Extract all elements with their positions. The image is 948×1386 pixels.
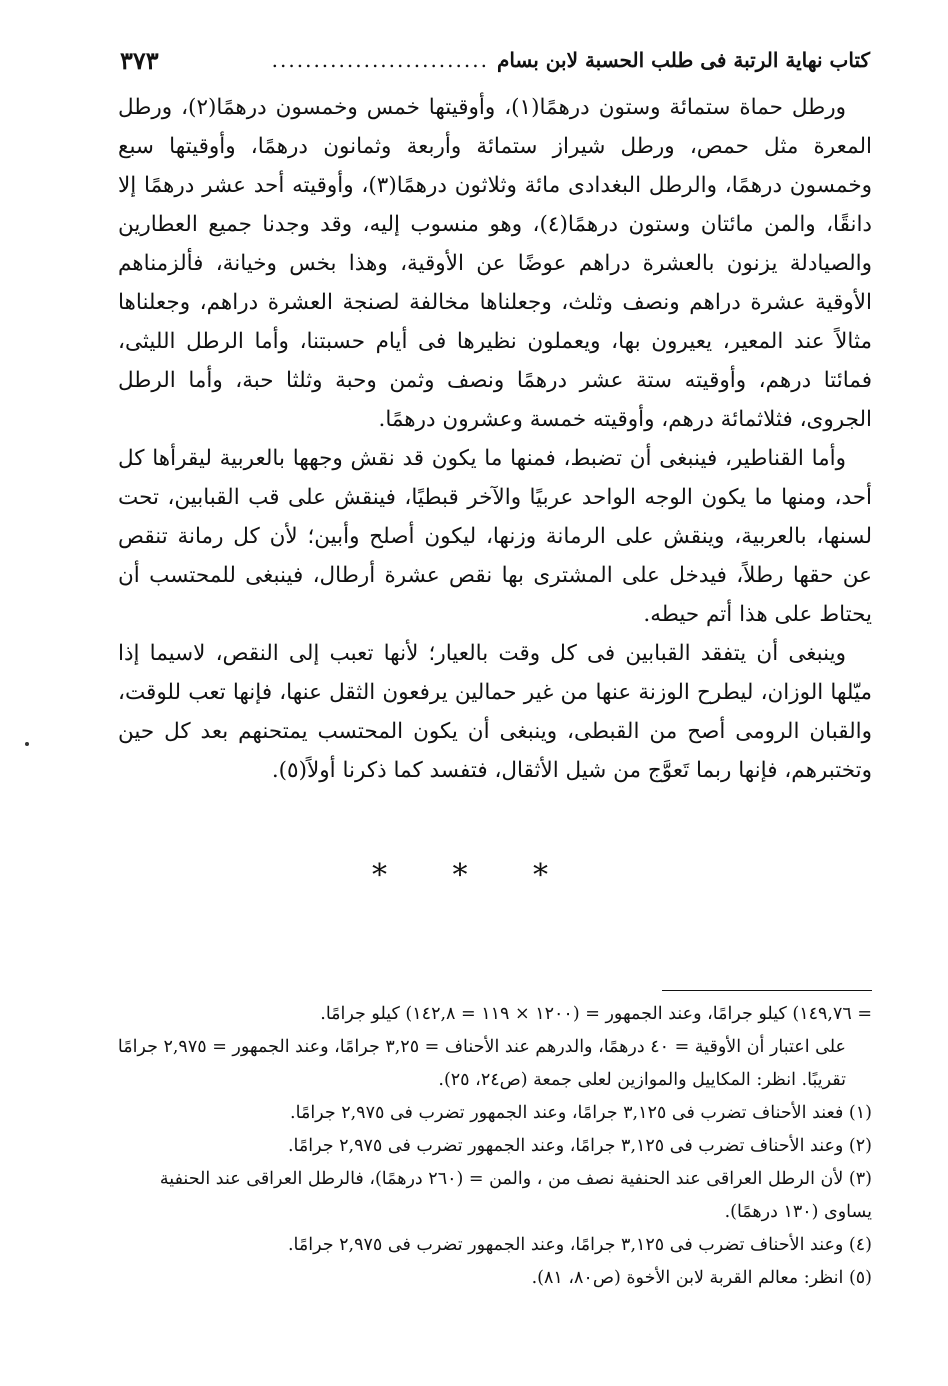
running-title: كتاب نهاية الرتبة فى طلب الحسبة لابن بسام xyxy=(496,48,870,72)
footnote-1: (١) فعند الأحناف تضرب فى ٣,١٢٥ جرامًا، وعند الجمهور تضرب فى ٢,٩٧٥ جرامًا. xyxy=(290,1103,872,1123)
footnote-continuation: = ١٤٩,٧٦) كيلو جرامًا، وعند الجمهور = (١٢٠٠ × ١١٩ = ١٤٢,٨) كيلو جرامًا. xyxy=(320,1004,872,1024)
footnote-4: (٤) وعند الأحناف تضرب فى ٣,١٢٥ جرامًا، وعند الجمهور تضرب فى ٢,٩٧٥ جرامًا. xyxy=(287,1235,872,1255)
footnote-continuation: على اعتبار أن الأوقية = ٤٠ درهمًا، والدرهم عند الأحناف = ٣,٢٥ جرامًا، وعند الجمهور = ٢,٩٧٥ جرامًا تقريبًا. انظر: المكاييل والموازين لعلى جمعة (ص٢٤، ٢٥). xyxy=(117,1037,846,1090)
page-number: ٣٧٣ xyxy=(120,45,159,75)
running-header xyxy=(120,40,870,80)
margin-dot xyxy=(25,742,29,746)
footnote-2: (٢) وعند الأحناف تضرب فى ٣,١٢٥ جرامًا، وعند الجمهور تضرب فى ٢,٩٧٥ جرامًا. xyxy=(287,1136,872,1156)
dot-leader: .......................... xyxy=(271,48,489,72)
footnotes xyxy=(112,998,872,1295)
main-text xyxy=(118,88,872,790)
paragraph: وأما القناطير، فينبغى أن تضبط، فمنها ما يكون قد نقش وجهها بالعربية ليقرأها كل أحد، ومنها ما يكون الوجه الواحد عربيًا والآخر قبطيًا، فينقش على قب القبابين، تحت لسنها، بالعربية، وينقش على الرمانة وزنها، ليكون أصلح وأبين؛ لأن كل رمانة تنقص عن حقها رطلاً، فيدخل على المشترى بها نقص عشرة أرطال، فينبغى للمحتسب أن يحتاط على هذا أتم حيطه. xyxy=(118,446,872,627)
paragraph: ورطل حماة ستمائة وستون درهمًا(١)، وأوقيتها خمس وخمسون درهمًا(٢)، ورطل المعرة مثل حمص، ورطل شيراز ستمائة وأربعة وثمانون درهمًا، وأوقيتها سبع وخمسون درهمًا، والرطل البغدادى مائة وثلاثون درهمًا(٣)، وأوقيته أحد عشر درهمًا إلا دانقًا، والمن مائتان وستون درهمًا(٤)، وهو منسوب إليه، وقد وجدنا جميع العطارين والصيادلة يزنون بالعشرة دراهم عوضًا عن الأوقية، وهذا بخس وخيانة، فألزمناهم الأوقية عشرة دراهم ونصف وثلث، وجعلناها مخالفة لصنجة العشرة دراهم، وجعلناها مثالاً عند المعير، يعيرون بها، ويعملون نظيرها فى أيام حسبتنا، وأما الرطل الليثى، فمائتا درهم، وأوقيته ستة عشر درهمًا ونصف وثمن وحبة وثلثا حبة، وأما الرطل الجروى، فثلاثمائة درهم، وأوقيته خمسة وعشرون درهمًا. xyxy=(118,95,872,432)
footnote-5: (٥) انظر: معالم القربة لابن الأخوة (ص٨٠، ٨١). xyxy=(531,1268,872,1288)
footnote-3: (٣) لأن الرطل العراقى عند الحنفية نصف من ، والمن = (٢٦٠ درهمًا)، فالرطل العراقى عند الحنفية يساوى (١٣٠ درهمًا). xyxy=(159,1169,872,1222)
section-separator: * * * xyxy=(371,858,577,893)
footnote-rule xyxy=(662,990,872,991)
paragraph: وينبغى أن يتفقد القبابين فى كل وقت بالعيار؛ لأنها تعبب إلى النقص، لاسيما إذا ميّلها الوزان، ليطرح الوزنة عنها من غير حمالين يرفعون الثقل عنها، فإنها تعب للوقت، والقبان الرومى أصح من القبطى، وينبغى أن يكون المحتسب يمتحنهم بعد كل حين وتختبرهم، فإنها ربما تَعوَّج من شيل الأثقال، فتفسد كما ذكرنا أولاً(٥). xyxy=(118,641,872,783)
